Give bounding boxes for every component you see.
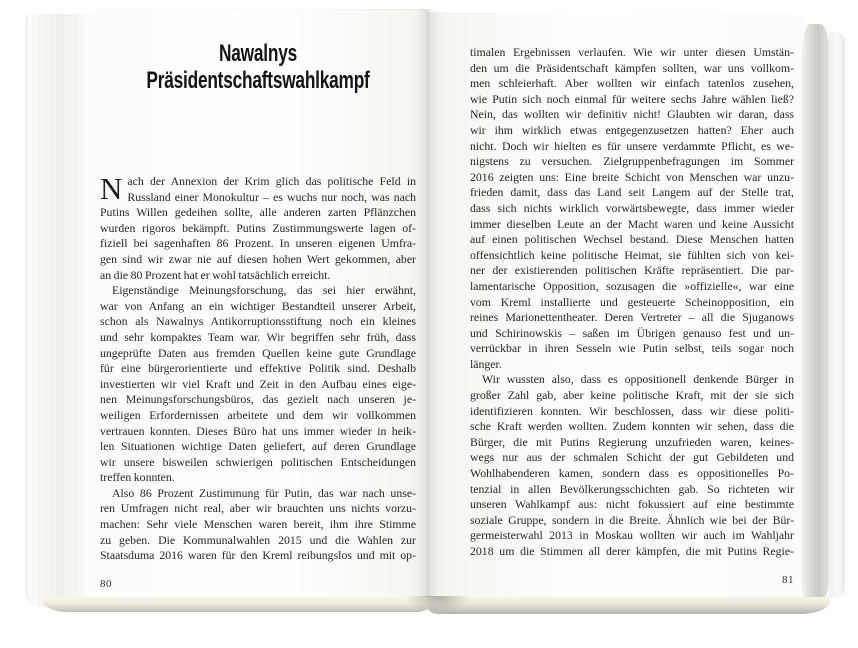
body-paragraph: Wir wussten also, dass es oppositionell denkende Bürger in großer Zahl gab, aber keine politische Kraft, mit der sie sich identifizieren konnten. Wir beschlossen, dass wir diese politi- sche Kraft werden wollten. Zudem konnten wir sehen, dass die Bürger, die mit Putins Regierung unzufrieden waren, keines- wegs nur aus der schmalen Schicht der gut Gebildeten und Wohlhabenderen kamen, sondern dass es oppositionelles Po- tenzial in allen Bevölkerungsschichten gab. So richteten wir unseren Wahlkampf aus: nicht fokussiert auf eine bestimmte soziale Gruppe, sondern in die Breite. Ähnlich wie bei der Bür- germeisterwahl 2013 in Moskau wollten wir auch im Wahljahr 2018 um die Stimmen all derer kämpfen, die mit Putins Regie- [470, 372, 794, 558]
body-paragraph: timalen Ergebnissen verlaufen. Wie wir unter diesen Umstän- den um die Präsidentschaft kämpfen sollten, war uns vollkom- men schleierhaft. Aber wollten wir einfach tatenlos zusehen, wie Putin sich noch einmal für weitere sechs Jahre wählen ließ? Nein, das wollten wir definitiv nicht! Glaubten wir daran, dass wir ihm wirklich etwas entgegenzusetzen hatten? Eher auch nicht. Doch wir hielten es für unsere verdammte Pflicht, es we- nigstens zu versuchen. Zielgruppenbefragungen im Sommer 2016 zeigten uns: Eine breite Schicht von Menschen war unzu- frieden damit, dass das Land seit Langem auf der Stelle trat, dass sich nichts wirklich vorwärtsbewegte, dass immer wieder immer dieselben Leute an der Macht waren und keine Aussicht auf einen politischen Wechsel bestand. Diese Menschen hatten offensichtlich keine politische Heimat, sie fühlten sich von kei- ner der existierenden politischen Kräfte repräsentiert. Die par- lamentarische Opposition, sozusagen die »offizielle«, war eine vom Kreml installierte und gesteuerte Scheinopposition, ein reines Marionettentheater. Deren Vertreter – all die Sjuganows und Schirinowskis – saßen im Übrigen genauso fest und un- verrückbar in ihren Sesseln wie Putin selbst, teils sogar noch länger. [470, 45, 794, 371]
chapter-title [100, 40, 416, 94]
left-page-edge-stack [26, 14, 87, 606]
body-paragraph: Eigenständige Meinungsforschung, das sei hier erwähnt, war von Anfang an ein wichtiger Bestandteil unserer Arbeit, schon als Nawalnys Antikorruptionsstiftung noch ein kleines und sehr kompaktes Team war. Wir begriffen sehr früh, dass ungeprüfte Daten aus fremden Quellen keine gute Grundlage für eine bürgerorientierte und effektive Politik sind. Deshalb investierten wir viel Kraft und Zeit in den Aufbau eines eige- nen Meinungsforschungsbüros, das gezielt nach unseren je- weiligen Erfordernissen arbeitete und dem wir vollkommen vertrauen konnten. Dieses Büro hat uns immer wieder in heik- len Situationen wichtige Daten geliefert, auf deren Grundlage wir unsere bisweilen schwierigen politischen Entscheidungen treffen konnten. [100, 283, 416, 485]
body-paragraph: Also 86 Prozent Zustimmung für Putin, das war nach unse- ren Umfragen nicht real, aber wir brauchten uns nichts vorzu- machen: Sehr viele Menschen waren bereit, ihm ihre Stimme zu geben. Die Kommunalwahlen 2015 und die Wahlen zur Staatsduma 2016 waren für den Kreml reibungslos und mit op- [100, 485, 416, 563]
bottom-page-edge-right [428, 597, 830, 614]
left-page-body [100, 171, 416, 564]
right-cover-edge [829, 32, 845, 598]
chapter-title-line-1: Nawalnys [218, 40, 297, 67]
right-page-body [470, 45, 794, 560]
page-number-right: 81 [782, 574, 794, 586]
bottom-gutter-shadow [408, 596, 468, 612]
page-number-left: 80 [100, 578, 112, 590]
body-paragraph: N ach der Annexion der Krim glich das politische Feld in Russland einer Monokultur – es wuchs nur noch, was nach Putins Willen gedeihen sollte, alle anderen zarten Pflänzchen wurden rigoros bekämpft. Putins Zustimmungswerte lagen of- fiziell bei sagenhaften 86 Prozent. In unseren eigenen Umfra- gen sind wir zwar nie auf diesen hohen Wert gekommen, aber an die 80 Prozent hat er wohl tatsächlich erreicht. [100, 171, 416, 282]
drop-cap: N [100, 171, 123, 206]
bottom-page-edge-left [42, 597, 428, 612]
book-gutter [417, 9, 439, 610]
right-fore-edge-stack [802, 24, 832, 604]
chapter-title-line-2: Präsidentschaftswahlkampf [146, 67, 370, 94]
